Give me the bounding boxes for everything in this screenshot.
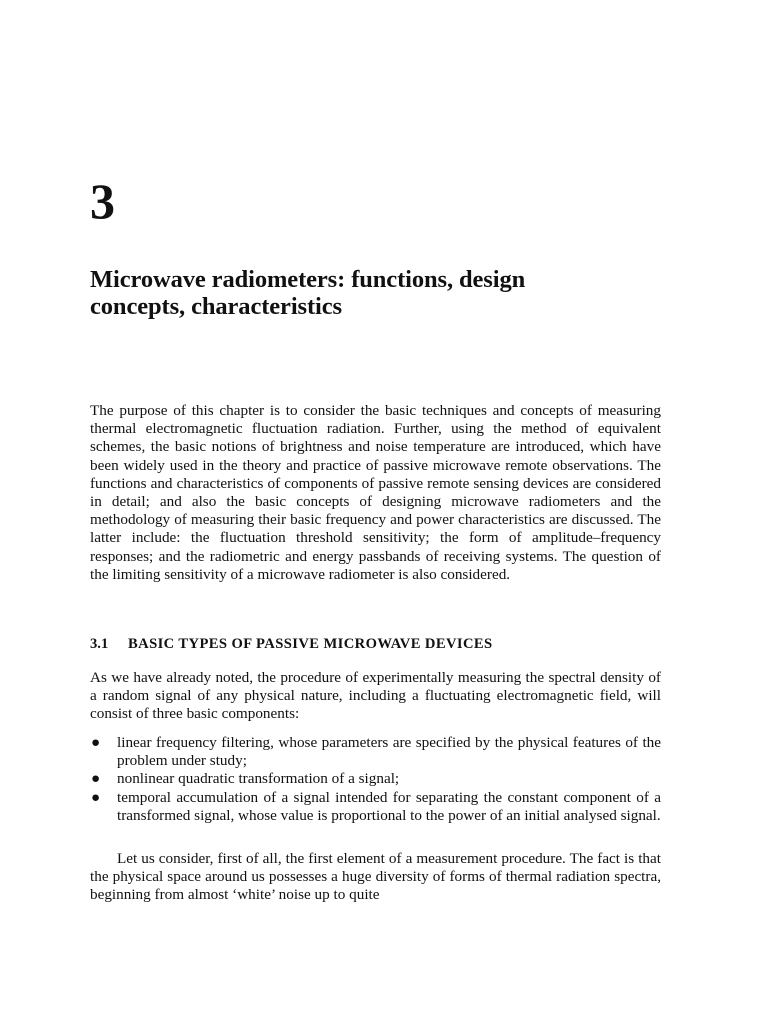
book-page <box>90 0 661 1024</box>
list-item-text: linear frequency filtering, whose parameters are specified by the physical features of the problem under study; <box>117 734 661 770</box>
chapter-abstract: The purpose of this chapter is to consider the basic techniques and concepts of measuring thermal electromagnetic fluctuation radiation. Further, using the method of equivalent schemes, the basic notions of brightness and noise temperature are introduced, which have been widely used in the theory and practice of passive microwave remote observations. The functions and characteristics of components of passive remote sensing devices are considered in detail; and also the basic concepts of designing microwave radiometers and the methodology of measuring their basic frequency and power characteristics are discussed. The latter include: the fluctuation threshold sensitivity; the form of amplitude–frequency responses; and the radiometric and energy passbands of receiving systems. The question of the limiting sensitivity of a microwave radiometer is also considered. <box>90 402 661 583</box>
body-paragraph-1: As we have already noted, the procedure of experimentally measuring the spectral density of a random signal of any physical nature, including a fluctuating electromagnetic field, will consist of three basic components: <box>90 669 661 723</box>
list-item <box>90 734 661 770</box>
bullet-icon: ● <box>91 770 101 788</box>
list-item-text: temporal accumulation of a signal intended for separating the constant component of a transformed signal, whose value is proportional to the power of an initial analysed signal. <box>117 788 661 824</box>
bullet-list <box>90 734 661 825</box>
section-number: 3.1 <box>90 636 109 652</box>
chapter-title <box>90 266 661 320</box>
chapter-title-line-1: Microwave radiometers: functions, design <box>90 266 526 293</box>
body-paragraph-2: Let us consider, first of all, the first element of a measurement procedure. The fact is that the physical space around us possesses a huge diversity of forms of thermal radiation spectra, beginning from almost ‘white’ noise up to quite <box>90 850 661 904</box>
bullet-icon: ● <box>91 788 101 806</box>
chapter-title-line-2: concepts, characteristics <box>90 293 342 320</box>
list-item <box>90 789 661 825</box>
list-item-text: nonlinear quadratic transformation of a signal; <box>117 770 400 788</box>
chapter-number: 3 <box>90 173 115 229</box>
section-heading <box>90 635 493 653</box>
section-title: BASIC TYPES OF PASSIVE MICROWAVE DEVICES <box>128 636 493 652</box>
bullet-icon: ● <box>91 734 101 751</box>
list-item <box>90 770 661 788</box>
